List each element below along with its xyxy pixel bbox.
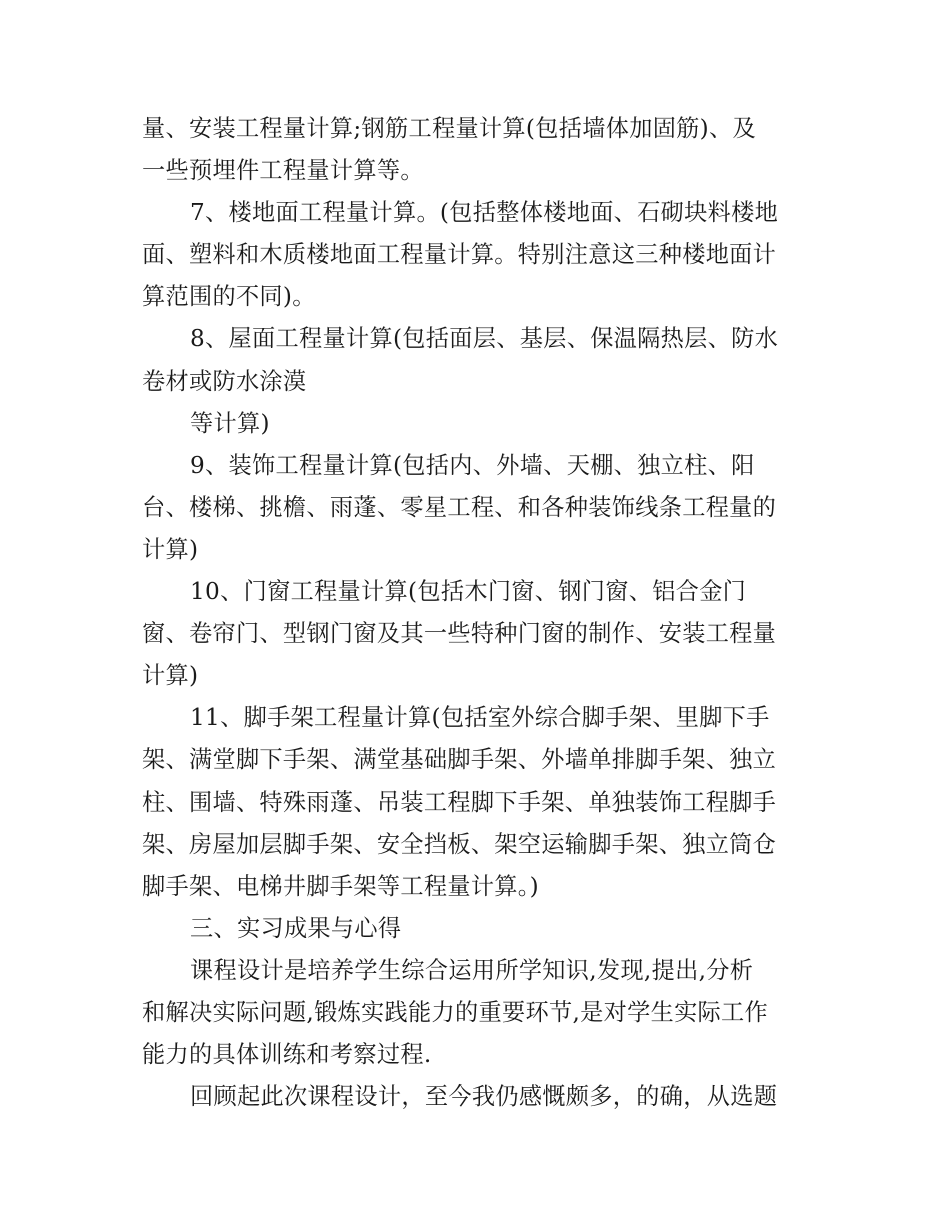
text-line: 一些预埋件工程量计算等。 (142, 157, 424, 185)
text-line: 柱、围墙、特殊雨蓬、吊装工程脚下手架、单独装饰工程脚手 (142, 788, 777, 816)
text-line: 等计算) (190, 409, 270, 437)
text-line: 8、屋面工程量计算(包括面层、基层、保温隔热层、防水 (190, 325, 779, 353)
text-line: 计算) (142, 662, 199, 690)
text-line: 架、满堂脚下手架、满堂基础脚手架、外墙单排脚手架、独立 (142, 746, 777, 774)
text-line: 面、塑料和木质楼地面工程量计算。特别注意这三种楼地面计 (142, 241, 777, 269)
text-line: 窗、卷帘门、型钢门窗及其一些特种门窗的制作、安装工程量 (142, 620, 777, 648)
section-heading: 三、实习成果与心得 (190, 914, 402, 942)
text-line: 7、楼地面工程量计算。(包括整体楼地面、石砌块料楼地 (190, 199, 779, 227)
text-line: 脚手架、电梯井脚手架等工程量计算。) (142, 872, 540, 900)
text-line: 卷材或防水涂漠 (142, 367, 307, 395)
document-page (142, 108, 812, 1118)
text-line: 台、楼梯、挑檐、雨蓬、零星工程、和各种装饰线条工程量的 (142, 493, 777, 521)
text-line: 和解决实际问题,锻炼实践能力的重要环节,是对学生实际工作 (142, 998, 769, 1026)
text-line: 算范围的不同)。 (142, 283, 316, 311)
text-line: 9、装饰工程量计算(包括内、外墙、天棚、独立柱、阳 (190, 451, 755, 479)
text-line: 课程设计是培养学生综合运用所学知识,发现,提出,分析 (190, 956, 754, 984)
text-line: 架、房屋加层脚手架、安全挡板、架空运输脚手架、独立筒仓 (142, 830, 777, 858)
text-line: 11、脚手架工程量计算(包括室外综合脚手架、里脚下手 (190, 704, 770, 732)
text-line: 计算) (142, 535, 199, 563)
text-line: 能力的具体训练和考察过程. (142, 1041, 432, 1069)
text-line: 量、安装工程量计算;钢筋工程量计算(包括墙体加固筋)、及 (142, 115, 756, 142)
text-line: 回顾起此次课程设计，至今我仍感慨颇多，的确，从选题 (190, 1083, 778, 1111)
text-line: 10、门窗工程量计算(包括木门窗、钢门窗、铝合金门 (190, 578, 747, 606)
